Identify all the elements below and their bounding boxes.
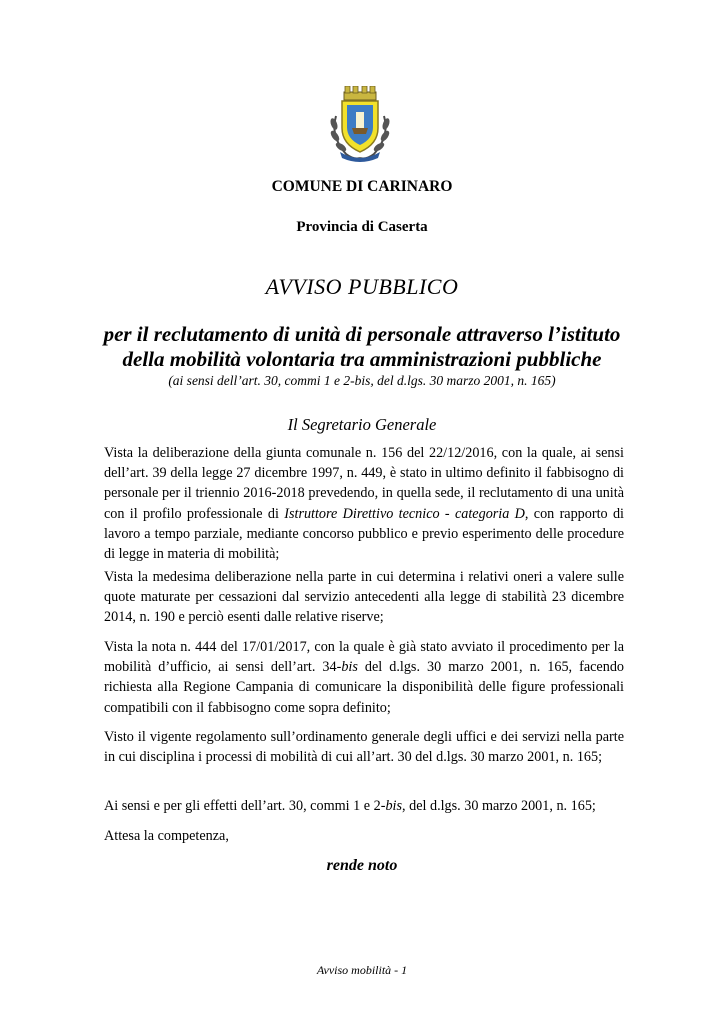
paragraph-competenza: Attesa la competenza, [104, 828, 229, 844]
law-reference: (ai sensi dell’art. 30, commi 1 e 2-bis, del d.lgs. 30 marzo 2001, n. 165) [168, 373, 556, 388]
signer-heading: Il Segretario Generale [287, 415, 437, 434]
paragraph-text: , del d.lgs. 30 marzo 2001, n. 165; [402, 798, 596, 814]
municipal-crest-icon [326, 86, 394, 164]
notice-title: AVVISO PUBBLICO [265, 274, 459, 299]
paragraph-text: , con rapporto di lavoro a tempo parziale, mediante concorso pubblico e previo esperimento delle procedure di legge in materia di mobilità; [104, 505, 624, 563]
crown-icon [344, 86, 376, 100]
profile-name: Istruttore Direttivo tecnico - categoria D [284, 505, 525, 522]
notice-subtitle-line-2: della mobilità volontaria tra amministrazioni pubbliche [122, 347, 602, 371]
paragraph-regolamento: Visto il vigente regolamento sull’ordinamento generale degli uffici e dei servizi nella parte in cui disciplina i processi di mobilità di cui all’art. 30 del d.lgs. 30 marzo 2001, n. 165; [104, 729, 624, 766]
notice-subtitle-line-1: per il reclutamento di unità di personale attraverso l’istituto [103, 322, 621, 346]
municipality-name: COMUNE DI CARINARO [271, 178, 453, 195]
notice-subtitle [0, 322, 724, 372]
paragraph-text: Ai sensi e per gli effetti dell’art. 30, commi 1 e 2- [104, 798, 386, 814]
paragraph-text: Vista la deliberazione della giunta comunale n. 156 del 22/12/2016, con la quale, ai sensi dell’art. 39 della legge 27 dicembre 1997, n. 449, è stato in ultimo definito il fabbisogno di personale per il triennio 2016-2018 prevedendo, in quella sede, il reclutamento di una unità con il profilo professionale di [104, 445, 624, 522]
paragraph-ai-sensi [104, 796, 624, 816]
paragraph-oneri: Vista la medesima deliberazione nella parte in cui determina i relativi oneri a valere sulle quote maturate per cessazioni dal servizio antecedenti alla legge di stabilità 23 dicembre 2014, n. 190 e perciò esenti dalle relative riserve; [104, 569, 624, 626]
paragraph-text: Vista la nota n. 444 del 17/01/2017, con la quale è già stato avviato il procedimento per la mobilità d’ufficio, ai sensi dell’art. 34- [104, 639, 624, 676]
paragraph-text: del d.lgs. 30 marzo 2001, n. 165, facendo richiesta alla Regione Campania di comunicare la disponibilità delle figure professionali compatibili con il fabbisogno come sopra definito; [104, 659, 625, 716]
page-footer: Avviso mobilità - 1 [316, 963, 408, 977]
rende-noto-heading: rende noto [326, 857, 398, 874]
bis-suffix: bis [341, 659, 358, 676]
paragraph-deliberazione [104, 443, 624, 564]
bis-suffix: bis [385, 798, 402, 814]
province-name: Provincia di Caserta [296, 219, 428, 235]
paragraph-nota [104, 637, 624, 718]
